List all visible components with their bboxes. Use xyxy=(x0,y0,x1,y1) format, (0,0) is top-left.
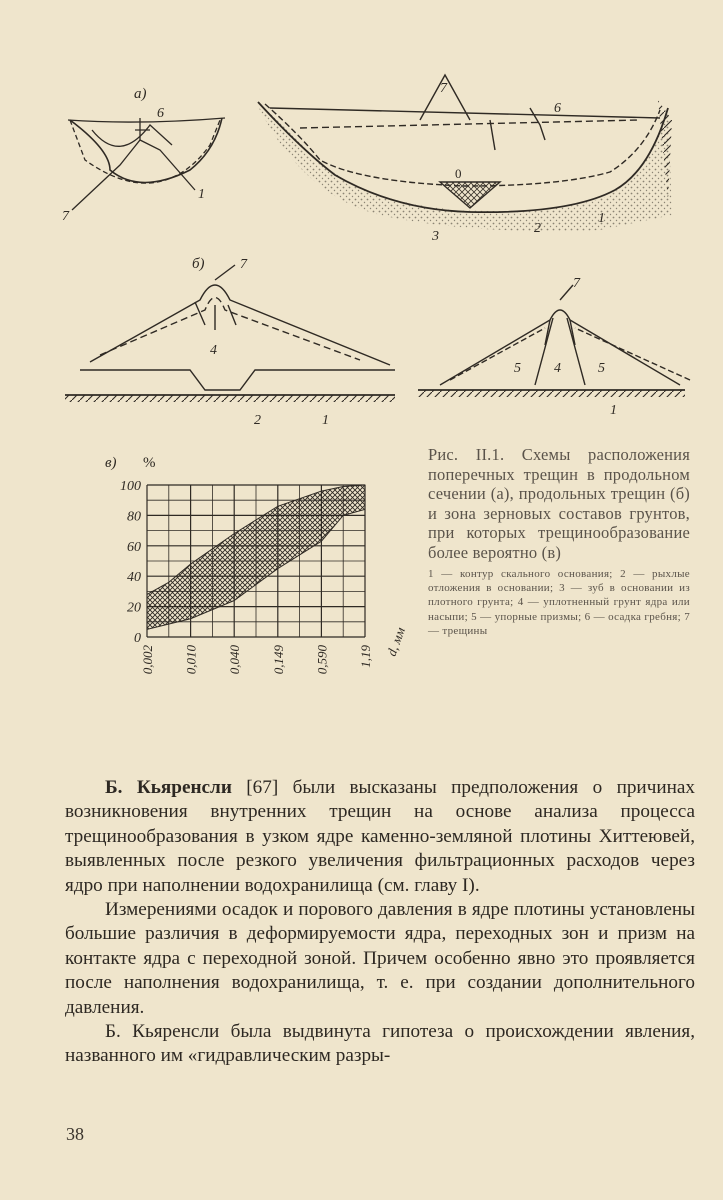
chart-x-ticks xyxy=(140,645,373,675)
callout-1-c: 1 xyxy=(322,413,329,428)
caption-legend: 1 — контур скального основания; 2 — рыхлые отложения в основании; 3 — зуб в основании из плотного грунта; 4 — уплотненный грунт ядра или насыпи; 5 — упорные призмы; 6 — осадка гребня; 7 — трещины xyxy=(428,567,690,638)
body-text xyxy=(65,776,695,1069)
figure-schemes xyxy=(0,0,723,440)
chart-x-tick-label: 0,040 xyxy=(227,645,243,675)
page-number: 38 xyxy=(66,1124,84,1144)
callout-6-a: 6 xyxy=(157,106,164,121)
callout-2-c: 2 xyxy=(254,413,261,428)
panel-b-dam-section xyxy=(65,265,395,402)
grain-size-chart xyxy=(95,445,425,695)
callout-1-d: 1 xyxy=(610,403,617,418)
chart-x-tick-label: 0,590 xyxy=(314,645,330,675)
figure-caption xyxy=(428,445,690,639)
paragraph-3: Б. Кьяренсли была выдвинута гипотеза о происхождении явления, названного им «гидравлическим разры- xyxy=(65,1021,695,1067)
callout-1-a: 1 xyxy=(198,187,205,202)
callout-7-d: 7 xyxy=(573,276,580,291)
chart-x-tick-label: 0,002 xyxy=(140,645,155,675)
paragraph-1-text: [67] были высказаны предположения о причинах возникновения внутренних трещин на основе анализа процесса трещинообразования в узком ядре каменно-земляной плотины Хиттеювей, выявленных после резкого увеличения фильтрационных расходов через ядро при наполнении водохранилища (см. главу I). xyxy=(65,777,695,896)
paragraph-1 xyxy=(65,776,695,898)
chart-y-tick-label: 0 xyxy=(134,631,141,646)
callout-7-a: 7 xyxy=(62,209,69,224)
chart-x-tick-label: 0,149 xyxy=(270,645,286,675)
panel-v-label: в) xyxy=(105,455,117,471)
chart-y-tick-label: 80 xyxy=(127,509,141,525)
paragraph-2: Измерениями осадок и порового давления в ядре плотины установлены большие различия в деформируемости ядра, переходных зон и призм на контакте ядра с переходной зоной. Причем особенно явно это проявляется после наполнения водохранилища, т. е. при создании дополнительного давления. xyxy=(65,899,695,1018)
longitudinal-section xyxy=(255,75,672,231)
callout-1-b: 1 xyxy=(598,211,605,226)
panel-b-label: б) xyxy=(192,256,205,272)
author-name: Б. Кьяренсли xyxy=(105,777,232,798)
chart-x-tick-label: 1,19 xyxy=(358,645,373,668)
callout-zero: 0 xyxy=(455,166,462,181)
callout-5-right: 5 xyxy=(598,361,605,376)
callout-4-d: 4 xyxy=(554,361,561,376)
callout-7-c: 7 xyxy=(240,257,247,272)
chart-y-tick-label: 100 xyxy=(120,479,141,494)
callout-2-b: 2 xyxy=(534,221,541,236)
panel-a-label: а) xyxy=(134,86,147,102)
chart-x-tick-label: 0,010 xyxy=(183,645,199,675)
chart-y-tick-label: 40 xyxy=(127,570,141,586)
callout-5-left: 5 xyxy=(514,361,521,376)
chart-y-axis-label: % xyxy=(143,455,156,471)
callout-6-b: 6 xyxy=(554,101,561,116)
chart-y-tick-label: 60 xyxy=(127,539,141,555)
chart-y-ticks xyxy=(120,479,141,646)
callout-7-b: 7 xyxy=(440,81,447,96)
callout-3-b: 3 xyxy=(432,229,439,244)
panel-dam-with-prisms xyxy=(418,285,690,397)
callout-4-c: 4 xyxy=(210,343,217,358)
chart-x-axis-label: d, мм xyxy=(383,625,408,659)
chart-y-tick-label: 20 xyxy=(127,600,141,616)
caption-title: Рис. II.1. Схемы расположения поперечных трещин в продольном сечении (а), продольных трещин (б) и зона зерновых составов грунтов, при которых трещинообразование более вероятно (в) xyxy=(428,445,690,562)
